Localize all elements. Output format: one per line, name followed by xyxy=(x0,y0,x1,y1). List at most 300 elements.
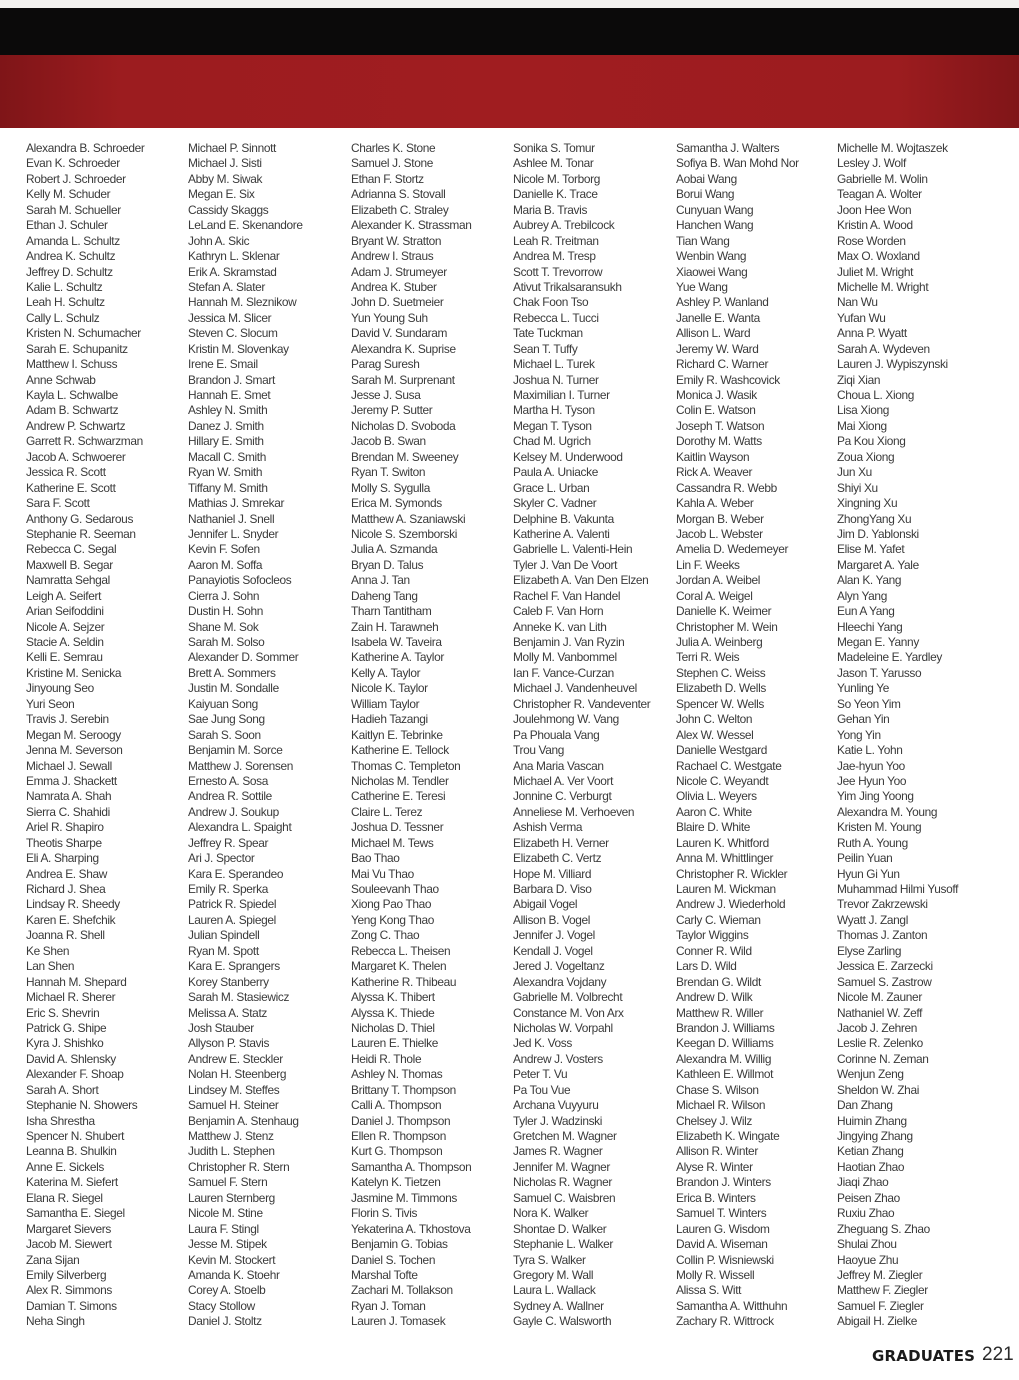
graduate-name: Jeffrey R. Spear xyxy=(188,835,269,850)
graduate-name: Florin S. Tivis xyxy=(351,1206,418,1221)
name-column-6 xyxy=(837,141,997,1330)
graduate-name: Ethan J. Schuler xyxy=(26,218,108,233)
graduate-name: Megan T. Tyson xyxy=(513,418,592,433)
graduate-name: Jessica E. Zarzecki xyxy=(837,959,933,974)
graduate-name: Ziqi Xian xyxy=(837,372,881,387)
graduate-name: Molly M. Vanbommel xyxy=(513,650,617,665)
graduate-name: Jennifer J. Vogel xyxy=(513,928,595,943)
graduate-name: Kurt G. Thompson xyxy=(351,1144,443,1159)
graduate-name: Yim Jing Yoong xyxy=(837,789,914,804)
graduate-name: Lauren E. Thielke xyxy=(351,1036,439,1051)
graduate-name: Yekaterina A. Tkhostova xyxy=(351,1221,471,1236)
graduate-name: Aaron M. Soffa xyxy=(188,557,263,572)
graduate-name: Jee Hyun Yoo xyxy=(837,773,907,788)
graduate-name: Sarah M. Schueller xyxy=(26,202,121,217)
graduate-name: Elizabeth D. Wells xyxy=(676,681,766,696)
graduate-name: Lauren G. Wisdom xyxy=(676,1221,770,1236)
graduate-name: Lauren Sternberg xyxy=(188,1190,275,1205)
graduate-name: David A. Shlensky xyxy=(26,1051,116,1066)
graduate-name: Margaret K. Thelen xyxy=(351,959,447,974)
graduate-name: Kyra J. Shishko xyxy=(26,1036,104,1051)
graduate-name: Kahla A. Weber xyxy=(676,496,754,511)
graduate-name: Kelly A. Taylor xyxy=(351,665,421,680)
graduate-name: Sara F. Scott xyxy=(26,496,90,511)
graduate-name: Allyson P. Stavis xyxy=(188,1036,270,1051)
graduate-name: Alexandra M. Young xyxy=(837,804,938,819)
graduate-name: Haoyue Zhu xyxy=(837,1252,899,1267)
graduate-name: Jeffrey D. Schultz xyxy=(26,264,113,279)
graduate-name: Parag Suresh xyxy=(351,357,420,372)
graduate-name: LeLand E. Skenandore xyxy=(188,218,303,233)
graduate-name: Eun A Yang xyxy=(837,604,895,619)
graduate-name: Kaitlin Wayson xyxy=(676,449,750,464)
graduate-name: Samantha A. Witthuhn xyxy=(676,1298,788,1313)
graduate-name: Ryan W. Smith xyxy=(188,465,263,480)
graduate-name: Chak Foon Tso xyxy=(513,295,589,310)
graduate-name: Elana R. Siegel xyxy=(26,1190,103,1205)
graduate-name: Zain H. Tarawneh xyxy=(351,619,439,634)
graduate-name: Terri R. Weis xyxy=(676,650,740,665)
graduate-name: Nicholas W. Vorpahl xyxy=(513,1020,613,1035)
graduate-name: Rebecca L. Theisen xyxy=(351,943,451,958)
graduate-name: Joshua D. Tessner xyxy=(351,820,444,835)
graduate-name: Anne Schwab xyxy=(26,372,96,387)
graduate-name: Ana Maria Vascan xyxy=(513,758,604,773)
graduate-name: Andrea M. Tresp xyxy=(513,249,596,264)
graduate-name: Ernesto A. Sosa xyxy=(188,773,269,788)
graduate-name: Emily R. Washcovick xyxy=(676,372,780,387)
graduate-name: Tharn Tantitham xyxy=(351,604,432,619)
graduate-name: Blaire D. White xyxy=(676,820,751,835)
graduate-name: Tyler J. Wadzinski xyxy=(513,1113,603,1128)
graduate-name: Laura F. Stingl xyxy=(188,1221,259,1236)
graduate-name: Jed K. Voss xyxy=(513,1036,572,1051)
graduate-name: Joshua N. Turner xyxy=(513,372,599,387)
graduate-name: Matthew A. Szaniawski xyxy=(351,511,466,526)
graduate-name: Jinyoung Seo xyxy=(26,681,94,696)
header-top-strip xyxy=(0,0,1019,8)
graduate-name: Samantha E. Siegel xyxy=(26,1206,125,1221)
graduate-name: Macall C. Smith xyxy=(188,449,267,464)
graduate-name: Carly C. Wieman xyxy=(676,912,761,927)
graduate-name: Neha Singh xyxy=(26,1314,85,1329)
graduate-name: Danielle K. Weimer xyxy=(676,604,772,619)
graduate-name: Arian Seifoddini xyxy=(26,604,104,619)
graduate-name: Lauren M. Wickman xyxy=(676,882,776,896)
graduate-name: Rachel F. Van Handel xyxy=(513,588,621,603)
graduate-name: Michelle M. Wojtaszek xyxy=(837,141,948,155)
graduate-name: Judith L. Stephen xyxy=(188,1144,275,1159)
graduate-name: Haotian Zhao xyxy=(837,1159,905,1174)
graduate-name: Katherine E. Scott xyxy=(26,480,116,495)
graduate-name: Katherine A. Valenti xyxy=(513,526,610,541)
graduate-name: Erica M. Symonds xyxy=(351,496,442,511)
graduate-name: Samantha A. Thompson xyxy=(351,1159,472,1174)
graduate-name: Nicole M. Zauner xyxy=(837,990,922,1005)
graduate-name: Kevin F. Sofen xyxy=(188,542,260,557)
graduate-name: Collin P. Wisniewski xyxy=(676,1252,774,1267)
graduate-name: Mai Vu Thao xyxy=(351,866,414,881)
graduate-name: Jenna M. Severson xyxy=(26,743,123,758)
graduate-name: Samuel F. Ziegler xyxy=(837,1298,924,1313)
graduate-name: Ke Shen xyxy=(26,943,70,958)
graduate-name: Anthony G. Sedarous xyxy=(26,511,134,526)
graduate-name: Brendan G. Wildt xyxy=(676,974,761,989)
graduate-name: Michael L. Turek xyxy=(513,357,595,372)
graduate-name: Hannah M. Shepard xyxy=(26,974,127,989)
graduate-name: Ashley N. Thomas xyxy=(351,1067,443,1082)
graduate-name: Jacob A. Schwoerer xyxy=(26,449,126,464)
graduate-name: Richard J. Shea xyxy=(26,882,106,896)
graduate-name: Paula A. Uniacke xyxy=(513,465,598,480)
graduate-name: Ashley P. Wanland xyxy=(676,295,769,310)
graduate-name: Megan E. Six xyxy=(188,187,255,202)
graduate-name: Katie L. Yohn xyxy=(837,743,903,758)
graduate-name: Dustin H. Sohn xyxy=(188,604,264,619)
graduate-name: Jun Xu xyxy=(837,465,872,480)
graduate-name: James R. Wagner xyxy=(513,1144,603,1159)
graduate-name: Samuel J. Stone xyxy=(351,156,433,171)
graduate-name: Alexander D. Sommer xyxy=(188,650,299,665)
graduate-name: Matthew I. Schuss xyxy=(26,357,118,372)
graduate-name: Alexandra M. Willig xyxy=(676,1051,772,1066)
graduate-name: Patrick G. Shipe xyxy=(26,1020,107,1035)
graduate-name: Matthew R. Willer xyxy=(676,1005,764,1020)
graduate-name: Isabela W. Taveira xyxy=(351,635,442,649)
graduate-name: Jesse M. Stipek xyxy=(188,1237,267,1252)
graduate-name: Lindsey M. Steffes xyxy=(188,1082,280,1097)
graduate-name: Leslie R. Zelenko xyxy=(837,1036,923,1051)
graduate-name: Nolan H. Steenberg xyxy=(188,1067,287,1082)
graduate-name: Andrea K. Schultz xyxy=(26,249,116,264)
graduate-name: Alyssa K. Thibert xyxy=(351,990,435,1005)
graduate-name: Rachael C. Westgate xyxy=(676,758,782,773)
section-title: GRADUATES xyxy=(872,1347,976,1365)
graduate-name: Jennifer L. Snyder xyxy=(188,526,279,541)
graduate-name: Zana Sijan xyxy=(26,1252,80,1267)
graduate-name: Katelyn K. Tietzen xyxy=(351,1175,441,1190)
graduate-name: Lauren J. Wypiszynski xyxy=(837,357,948,372)
graduate-name-columns xyxy=(0,141,1019,1336)
graduate-name: Wyatt J. Zangl xyxy=(837,912,908,927)
graduate-name: Muhammad Hilmi Yusoff xyxy=(837,882,959,896)
graduate-name: Michael J. Sisti xyxy=(188,156,262,171)
graduate-name: Ryan T. Switon xyxy=(351,465,426,480)
graduate-name: Christopher R. Vandeventer xyxy=(513,696,651,711)
graduate-name: Ellen R. Thompson xyxy=(351,1129,446,1143)
graduate-name: Zachary R. Wittrock xyxy=(676,1314,774,1329)
graduate-name: Benjamin M. Sorce xyxy=(188,743,283,758)
graduate-name: Aobai Wang xyxy=(676,171,737,186)
graduate-name: Jingying Zhang xyxy=(837,1129,913,1143)
graduate-name: Gayle C. Walsworth xyxy=(513,1314,612,1329)
graduate-name: Ruxiu Zhao xyxy=(837,1206,895,1221)
graduate-name: Megan E. Yanny xyxy=(837,635,919,649)
graduate-name: Cassidy Skaggs xyxy=(188,202,269,217)
graduate-name: Samuel C. Waisbren xyxy=(513,1190,616,1205)
graduate-name: Daniel S. Tochen xyxy=(351,1252,436,1267)
graduate-name: John C. Welton xyxy=(676,712,753,727)
graduate-name: Jeremy W. Ward xyxy=(676,341,759,356)
graduate-name: Kathryn L. Sklenar xyxy=(188,249,280,264)
graduate-name: Stefan A. Slater xyxy=(188,279,266,294)
graduate-name: Sarah M. Surprenant xyxy=(351,372,455,387)
graduate-name: Andrew J. Soukup xyxy=(188,804,279,819)
graduate-name: Maria B. Travis xyxy=(513,202,588,217)
graduate-name: Andrea R. Sottile xyxy=(188,789,272,804)
graduate-name: Pa Phouala Vang xyxy=(513,727,600,742)
graduate-name: Huimin Zhang xyxy=(837,1113,907,1128)
graduate-name: Jered J. Vogeltanz xyxy=(513,959,605,974)
graduate-name: Ryan J. Toman xyxy=(351,1298,426,1313)
graduate-name: Julian Spindell xyxy=(188,928,260,943)
graduate-name: Alexander K. Strassman xyxy=(351,218,472,233)
graduate-name: Zoua Xiong xyxy=(837,449,895,464)
graduate-name: Michael A. Ver Voort xyxy=(513,773,614,788)
graduate-name: Alex W. Wessel xyxy=(676,727,754,742)
graduate-name: Sarah A. Wydeven xyxy=(837,341,930,356)
graduate-name: Isha Shrestha xyxy=(26,1113,95,1128)
graduate-name: Tiffany M. Smith xyxy=(188,480,268,495)
graduate-name: Daniel J. Stoltz xyxy=(188,1314,262,1329)
graduate-name: Rose Worden xyxy=(837,233,906,248)
graduate-name: Alexandra K. Suprise xyxy=(351,341,456,356)
graduate-name: Ariel R. Shapiro xyxy=(26,820,104,835)
graduate-name: Hillary E. Smith xyxy=(188,434,264,449)
graduate-name: Wenjun Zeng xyxy=(837,1067,904,1082)
graduate-name: Kathleen E. Willmot xyxy=(676,1067,774,1082)
graduate-name: Michael J. Sewall xyxy=(26,758,112,773)
graduate-name: Sarah E. Schupanitz xyxy=(26,341,128,356)
graduate-name: Joanna R. Shell xyxy=(26,928,105,943)
graduate-name: Julia A. Weinberg xyxy=(676,635,763,649)
graduate-name: Hadieh Tazangi xyxy=(351,712,428,727)
graduate-name: Anneke K. van Lith xyxy=(513,619,607,634)
header-red-band xyxy=(0,55,1019,128)
graduate-name: Zachari M. Tollakson xyxy=(351,1283,453,1298)
graduate-name: Andrew I. Straus xyxy=(351,249,434,264)
graduate-name: Danez J. Smith xyxy=(188,418,264,433)
graduate-name: Adrianna S. Stovall xyxy=(351,187,446,202)
graduate-name: So Yeon Yim xyxy=(837,696,901,711)
graduate-name: Kelli E. Semrau xyxy=(26,650,103,665)
graduate-name: Morgan B. Weber xyxy=(676,511,764,526)
graduate-name: Tyra S. Walker xyxy=(513,1252,586,1267)
graduate-name: Abby M. Siwak xyxy=(188,171,263,186)
graduate-name: Sofiya B. Wan Mohd Nor xyxy=(676,156,799,171)
graduate-name: Jiaqi Zhao xyxy=(837,1175,889,1190)
graduate-name: William Taylor xyxy=(351,696,420,711)
graduate-name: Nicholas D. Svoboda xyxy=(351,418,456,433)
graduate-name: Andrea K. Stuber xyxy=(351,279,437,294)
graduate-name: Brett A. Sommers xyxy=(188,665,276,680)
graduate-name: Kayla L. Schwalbe xyxy=(26,388,118,402)
graduate-name: Yun Young Suh xyxy=(351,310,428,325)
graduate-name: Katherine E. Tellock xyxy=(351,743,449,758)
graduate-name: Rebecca C. Segal xyxy=(26,542,117,557)
graduate-name: Nathaniel W. Zeff xyxy=(837,1005,923,1020)
graduate-name: Alexander F. Shoap xyxy=(26,1067,124,1082)
graduate-name: Brittany T. Thompson xyxy=(351,1082,456,1097)
graduate-name: Sarah M. Stasiewicz xyxy=(188,990,290,1005)
graduate-name: Kara E. Sperandeo xyxy=(188,866,284,881)
graduate-name: Juliet M. Wright xyxy=(837,264,914,279)
graduate-name: Andrea E. Shaw xyxy=(26,866,108,881)
graduate-name: Nicholas M. Tendler xyxy=(351,773,449,788)
graduate-name: Xiaowei Wang xyxy=(676,264,748,279)
graduate-name: Hyun Gi Yun xyxy=(837,866,900,881)
graduate-name: Kristin M. Slovenkay xyxy=(188,341,289,356)
graduate-name: Jacob L. Webster xyxy=(676,526,763,541)
graduate-name: Charles K. Stone xyxy=(351,141,436,155)
graduate-name: Alan K. Yang xyxy=(837,573,902,588)
graduate-name: Nicole M. Stine xyxy=(188,1206,263,1221)
graduate-name: Matthew J. Stenz xyxy=(188,1129,274,1143)
graduate-name: Delphine B. Vakunta xyxy=(513,511,614,526)
graduate-name: Erica B. Winters xyxy=(676,1190,756,1205)
graduate-name: Mathias J. Smrekar xyxy=(188,496,285,511)
graduate-name: Choua L. Xiong xyxy=(837,388,915,402)
graduate-name: Mai Xiong xyxy=(837,418,887,433)
graduate-name: Tate Tuckman xyxy=(513,326,583,341)
graduate-name: Sae Jung Song xyxy=(188,712,265,727)
graduate-name: Gabrielle L. Valenti-Hein xyxy=(513,542,633,557)
graduate-name: Lisa Xiong xyxy=(837,403,890,418)
graduate-name: Thomas C. Templeton xyxy=(351,758,461,773)
graduate-name: Heidi R. Thole xyxy=(351,1051,422,1066)
graduate-name: Elizabeth C. Vertz xyxy=(513,851,602,866)
graduate-name: Alexandra B. Schroeder xyxy=(26,141,145,155)
graduate-name: Rebecca L. Tucci xyxy=(513,310,599,325)
graduate-name: Ativut Trikalsaransukh xyxy=(513,279,622,294)
graduate-name: Adam J. Strumeyer xyxy=(351,264,447,279)
graduate-name: Lesley J. Wolf xyxy=(837,156,906,171)
graduate-name: Lan Shen xyxy=(26,959,75,974)
graduate-name: Aubrey A. Trebilcock xyxy=(513,218,615,233)
graduate-name: Martha H. Tyson xyxy=(513,403,595,418)
graduate-name: Nicole S. Szemborski xyxy=(351,526,457,541)
graduate-name: Sheldon W. Zhai xyxy=(837,1082,919,1097)
graduate-name: Jacob M. Siewert xyxy=(26,1237,112,1252)
graduate-name: Maximilian I. Turner xyxy=(513,388,610,402)
graduate-name: Corey A. Stoelb xyxy=(188,1283,266,1298)
graduate-name: Stacie A. Seldin xyxy=(26,635,104,649)
graduate-name: Laura L. Wallack xyxy=(513,1283,596,1298)
graduate-name: Chase S. Wilson xyxy=(676,1082,759,1097)
graduate-name: Jim D. Yablonski xyxy=(837,526,919,541)
graduate-name: Madeleine E. Yardley xyxy=(837,650,942,665)
graduate-name: Brandon J. Winters xyxy=(676,1175,771,1190)
graduate-name: Spencer N. Shubert xyxy=(26,1129,125,1143)
graduate-name: Allison B. Vogel xyxy=(513,912,591,927)
graduate-name: Josh Stauber xyxy=(188,1020,254,1035)
graduate-name: Benjamin G. Tobias xyxy=(351,1237,448,1252)
graduate-name: Borui Wang xyxy=(676,187,735,202)
graduate-name: Leah H. Schultz xyxy=(26,295,105,310)
graduate-name: Jeremy P. Sutter xyxy=(351,403,433,418)
graduate-name: Grace L. Urban xyxy=(513,480,590,495)
graduate-name: Robert J. Schroeder xyxy=(26,171,126,186)
graduate-name: Gabrielle M. Volbrecht xyxy=(513,990,623,1005)
graduate-name: Christopher R. Wickler xyxy=(676,866,788,881)
graduate-name: Megan M. Seroogy xyxy=(26,727,121,742)
graduate-name: Alyssa K. Thiede xyxy=(351,1005,435,1020)
graduate-name: Michelle M. Wright xyxy=(837,279,929,294)
graduate-name: Stephanie R. Seeman xyxy=(26,526,136,541)
graduate-name: Ian F. Vance-Curzan xyxy=(513,665,614,680)
graduate-name: Steven C. Slocum xyxy=(188,326,278,341)
graduate-name: Kelly M. Schuder xyxy=(26,187,111,202)
graduate-name: Hope M. Villiard xyxy=(513,866,592,881)
graduate-name: Samuel T. Winters xyxy=(676,1206,767,1221)
graduate-name: Theotis Sharpe xyxy=(26,835,102,850)
graduate-name: Joseph T. Watson xyxy=(676,418,765,433)
graduate-name: Anneliese M. Verhoeven xyxy=(513,804,635,819)
graduate-name: Yong Yin xyxy=(837,727,881,742)
graduate-name: Allison L. Ward xyxy=(676,326,751,341)
graduate-name: Hanchen Wang xyxy=(676,218,754,233)
graduate-name: Elise M. Yafet xyxy=(837,542,905,557)
graduate-name: Zheguang S. Zhao xyxy=(837,1221,930,1236)
graduate-name: Korey Stanberry xyxy=(188,974,269,989)
graduate-name: Molly S. Sygulla xyxy=(351,480,430,495)
graduate-name: Yeng Kong Thao xyxy=(351,912,435,927)
graduate-name: Michael M. Tews xyxy=(351,835,434,850)
graduate-name: Anna J. Tan xyxy=(351,573,410,588)
graduate-name: Amanda K. Stoehr xyxy=(188,1267,280,1282)
graduate-name: Christopher M. Wein xyxy=(676,619,778,634)
graduate-name: Eric S. Shevrin xyxy=(26,1005,100,1020)
graduate-name: Katherine A. Taylor xyxy=(351,650,444,665)
graduate-name: Skyler C. Vadner xyxy=(513,496,597,511)
graduate-name: Elyse Zarling xyxy=(837,943,902,958)
graduate-name: Molly R. Wissell xyxy=(676,1267,755,1282)
graduate-name: Patrick R. Spiedel xyxy=(188,897,277,912)
graduate-name: Jae-hyun Yoo xyxy=(837,758,905,773)
graduate-name: Pa Tou Vue xyxy=(513,1082,571,1097)
graduate-name: Rick A. Weaver xyxy=(676,465,753,480)
graduate-name: Danielle Westgard xyxy=(676,743,767,758)
graduate-name: Janelle E. Wanta xyxy=(676,310,760,325)
graduate-name: Peilin Yuan xyxy=(837,851,893,866)
graduate-name: Emily Silverberg xyxy=(26,1267,107,1282)
graduate-name: Lin F. Weeks xyxy=(676,557,740,572)
graduate-name: Leigh A. Seifert xyxy=(26,588,102,603)
graduate-name: Joon Hee Won xyxy=(837,202,912,217)
graduate-name: Andrew E. Steckler xyxy=(188,1051,283,1066)
graduate-name: Nicole A. Sejzer xyxy=(26,619,105,634)
graduate-name: Gretchen M. Wagner xyxy=(513,1129,617,1143)
graduate-name: Jesse J. Susa xyxy=(351,388,421,402)
graduate-name: Michael R. Wilson xyxy=(676,1098,766,1113)
graduate-name: Matthew J. Sorensen xyxy=(188,758,294,773)
graduate-name: Kelsey M. Underwood xyxy=(513,449,623,464)
graduate-name: Alyn Yang xyxy=(837,588,887,603)
page-number: 221 xyxy=(982,1344,1014,1365)
graduate-name: Abigail H. Zielke xyxy=(837,1314,917,1329)
graduate-name: Spencer W. Wells xyxy=(676,696,765,711)
graduate-name: Danielle K. Trace xyxy=(513,187,598,202)
graduate-name: Shontae D. Walker xyxy=(513,1221,607,1236)
graduate-name: Kaitlyn E. Tebrinke xyxy=(351,727,443,742)
header-black-band xyxy=(0,8,1019,55)
graduate-name: Amelia D. Wedemeyer xyxy=(676,542,789,557)
graduate-name: Trou Vang xyxy=(513,743,565,758)
graduate-name: Claire L. Terez xyxy=(351,804,423,819)
graduate-name: Ashlee M. Tonar xyxy=(513,156,594,171)
graduate-name: Stephanie L. Walker xyxy=(513,1237,613,1252)
graduate-name: Katherine R. Thibeau xyxy=(351,974,457,989)
